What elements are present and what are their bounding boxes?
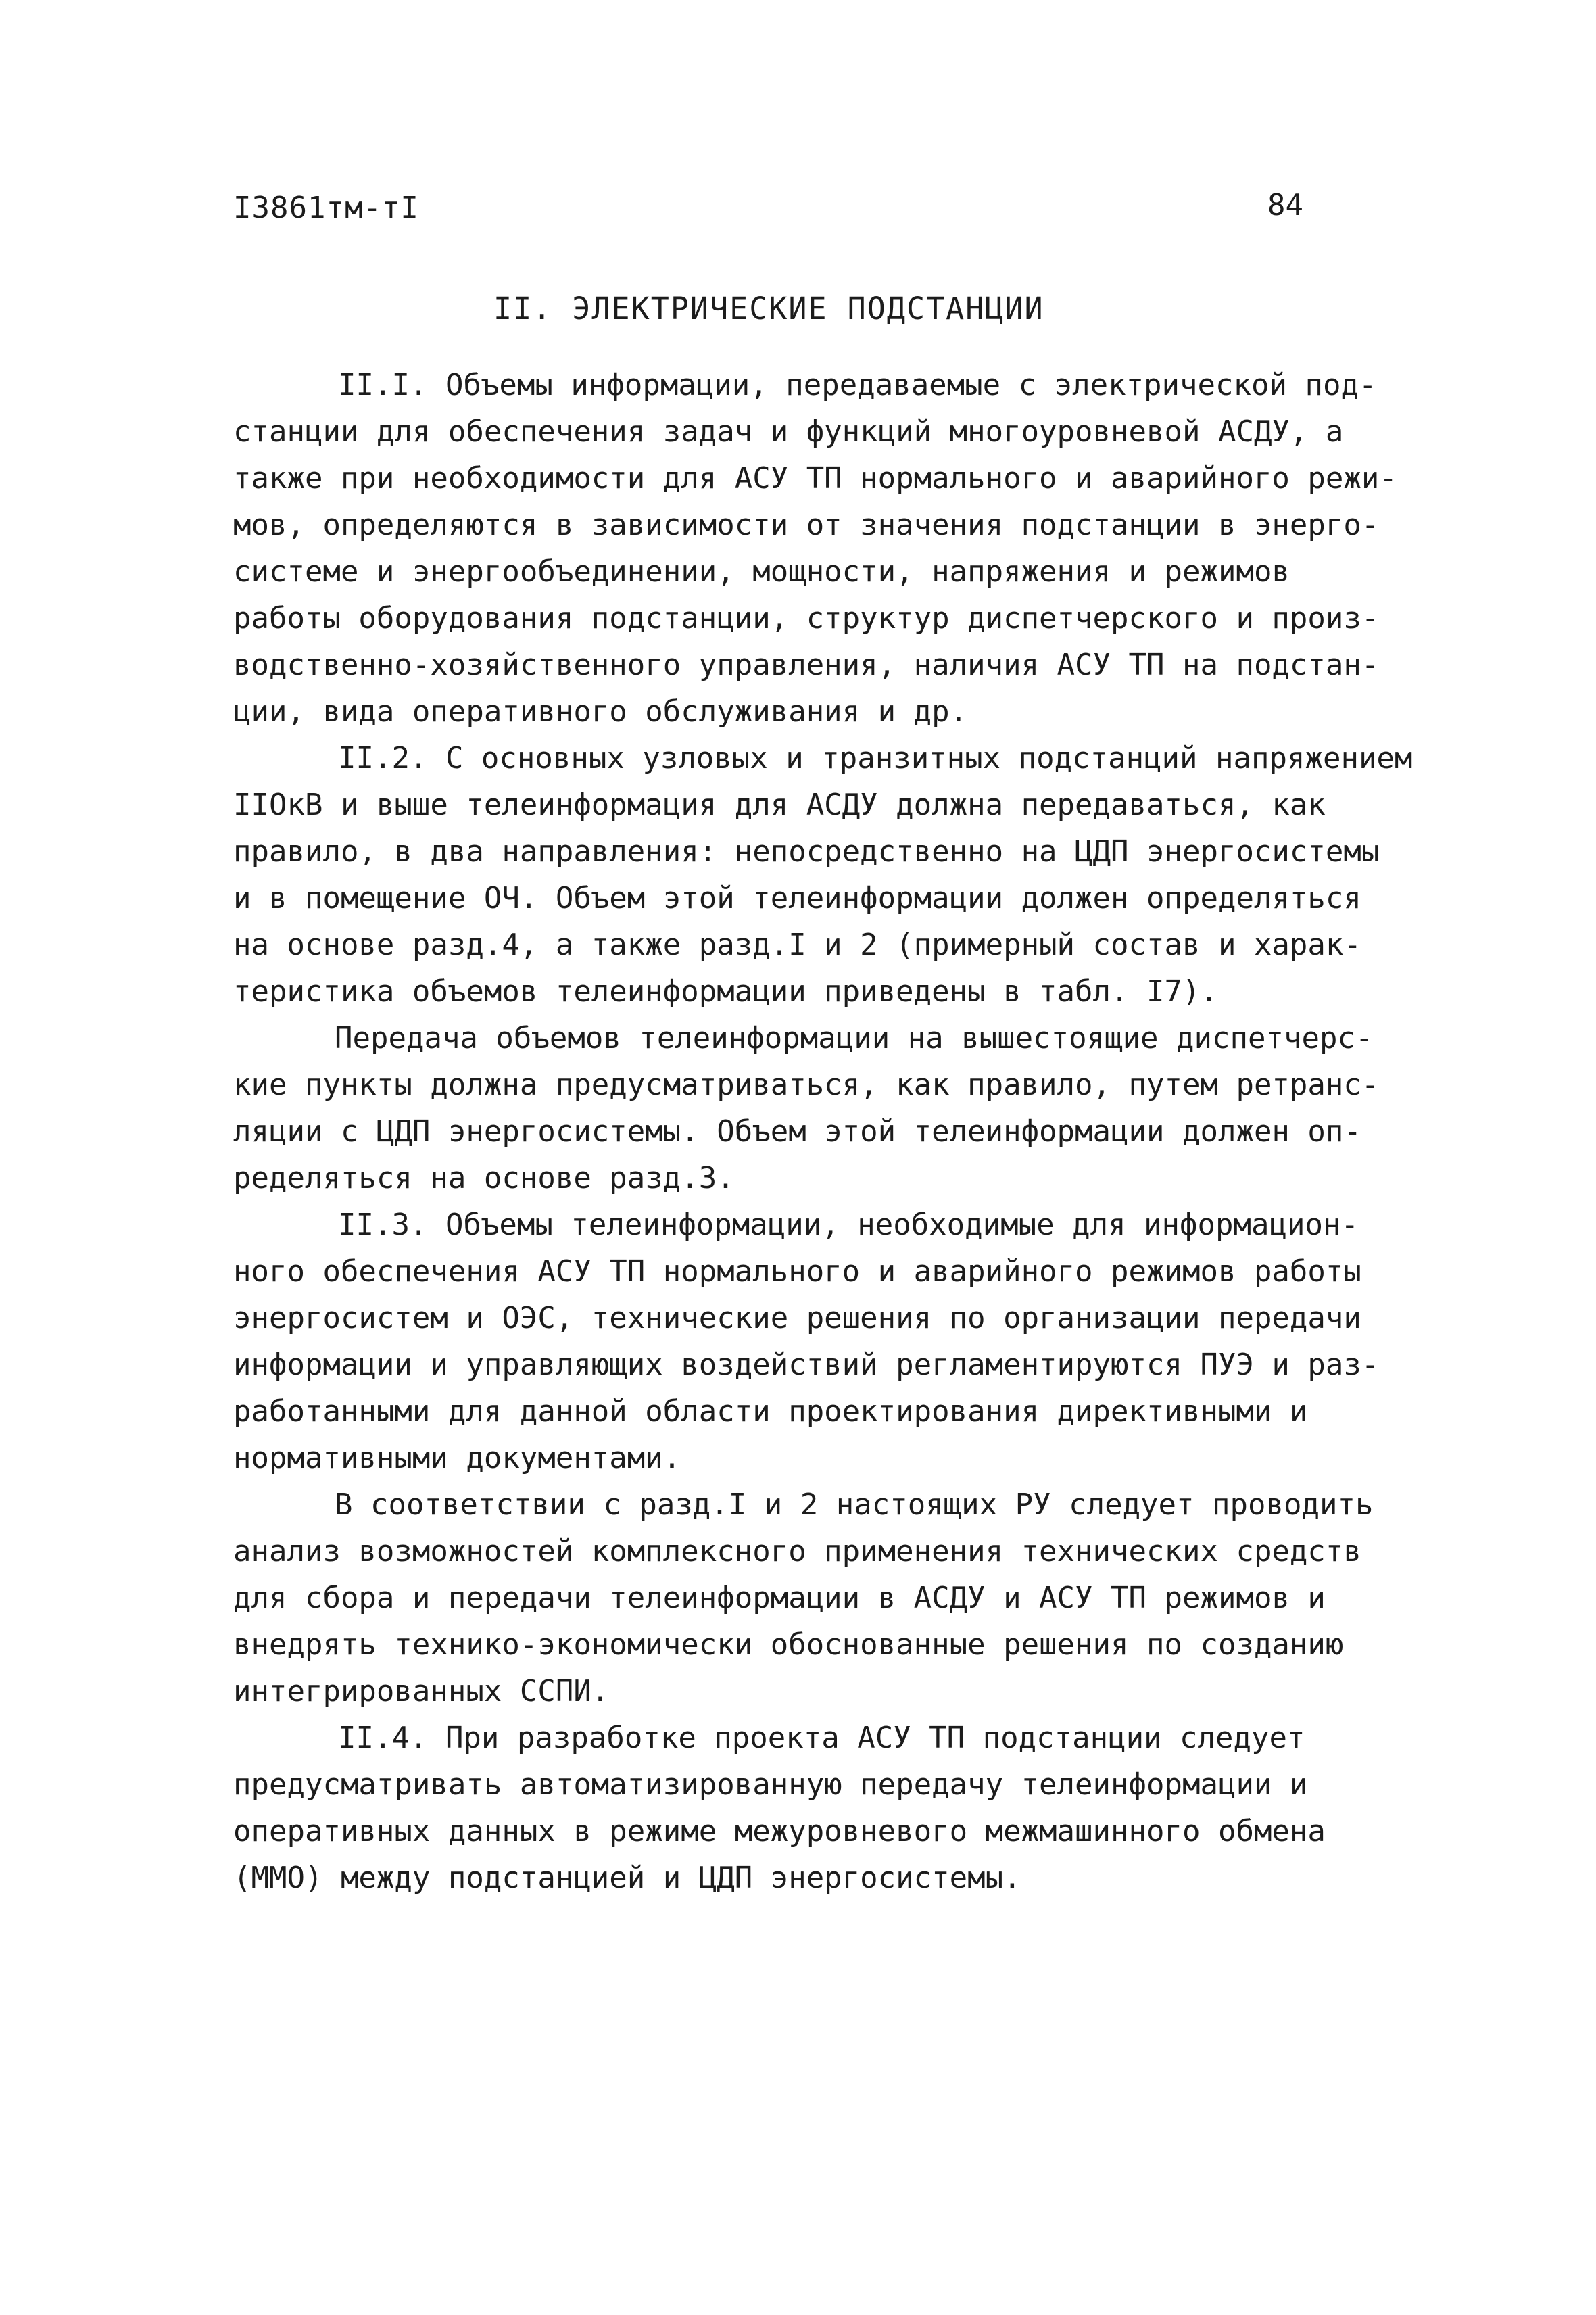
text-line: также при необходимости для АСУ ТП нормального и аварийного режи-: [233, 461, 1397, 496]
text-line: на основе разд.4, а также разд.I и 2 (примерный состав и харак-: [233, 928, 1361, 962]
text-line: теристика объемов телеинформации приведены в табл. I7).: [233, 974, 1218, 1009]
text-line: II.4. При разработке проекта АСУ ТП подстанции следует: [338, 1721, 1305, 1755]
text-line: анализ возможностей комплексного применения технических средств: [233, 1534, 1361, 1569]
text-line: и в помещение ОЧ. Объем этой телеинформации должен определяться: [233, 881, 1361, 915]
text-line: (ММО) между подстанцией и ЦДП энергосистемы.: [233, 1861, 1021, 1895]
text-line: II.2. С основных узловых и транзитных подстанций напряжением: [338, 741, 1413, 775]
text-line: информации и управляющих воздействий регламентируются ПУЭ и раз-: [233, 1347, 1380, 1382]
text-line: правило, в два направления: непосредственно на ЦДП энергосистемы: [233, 834, 1380, 869]
text-line: интегрированных ССПИ.: [233, 1674, 610, 1709]
page-number: 84: [1267, 188, 1303, 222]
text-line: II.I. Объемы информации, передаваемые с электрической под-: [338, 368, 1377, 402]
text-line: внедрять технико-экономически обоснованные решения по созданию: [233, 1627, 1344, 1662]
text-line: системе и энергообъединении, мощности, напряжения и режимов: [233, 554, 1290, 589]
body-text: [233, 362, 1450, 1901]
document-code: I3861тм-тI: [233, 191, 419, 225]
text-line: для сбора и передачи телеинформации в АСДУ и АСУ ТП режимов и: [233, 1581, 1326, 1615]
text-line: энергосистем и ОЭС, технические решения по организации передачи: [233, 1301, 1361, 1335]
text-line: работанными для данной области проектирования директивными и: [233, 1394, 1308, 1429]
text-line: ного обеспечения АСУ ТП нормального и аварийного режимов работы: [233, 1254, 1361, 1289]
text-line: кие пункты должна предусматриваться, как правило, путем ретранс-: [233, 1068, 1380, 1102]
text-line: В соответствии с разд.I и 2 настоящих РУ следует проводить: [335, 1487, 1374, 1522]
text-line: работы оборудования подстанции, структур диспетчерского и произ-: [233, 601, 1380, 636]
section-title: II. ЭЛЕКТРИЧЕСКИЕ ПОДСТАНЦИИ: [493, 291, 1044, 327]
text-line: Передача объемов телеинформации на вышестоящие диспетчерс-: [335, 1021, 1374, 1055]
text-line: нормативными документами.: [233, 1441, 681, 1475]
text-line: предусматривать автоматизированную передачу телеинформации и: [233, 1767, 1308, 1802]
text-line: ции, вида оперативного обслуживания и др.: [233, 694, 968, 729]
text-line: IIОкВ и выше телеинформация для АСДУ должна передаваться, как: [233, 788, 1326, 822]
text-line: мов, определяются в зависимости от значения подстанции в энерго-: [233, 508, 1380, 542]
text-line: оперативных данных в режиме межуровневого межмашинного обмена: [233, 1814, 1326, 1848]
text-line: станции для обеспечения задач и функций многоуровневой АСДУ, а: [233, 414, 1344, 449]
text-line: II.3. Объемы телеинформации, необходимые для информацион-: [338, 1208, 1359, 1242]
text-line: ределяться на основе разд.3.: [233, 1161, 735, 1195]
text-line: водственно-хозяйственного управления, наличия АСУ ТП на подстан-: [233, 648, 1380, 682]
text-line: ляции с ЦДП энергосистемы. Объем этой телеинформации должен оп-: [233, 1114, 1361, 1149]
